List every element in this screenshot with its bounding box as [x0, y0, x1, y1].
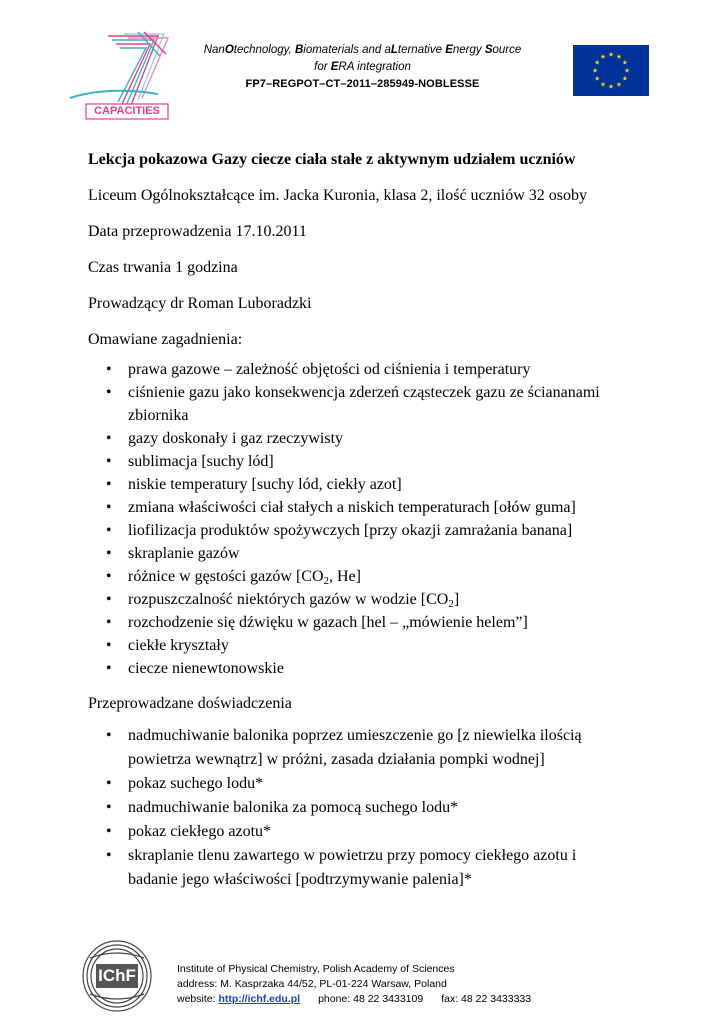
bullet-icon: •: [106, 361, 112, 378]
bullet-icon: •: [106, 384, 112, 401]
bullet-icon: •: [106, 545, 112, 562]
header-project-info: [190, 42, 535, 93]
bullet-icon: •: [106, 637, 112, 654]
ichf-logo-text: IChF: [98, 966, 136, 985]
experiments-heading: Przeprowadzane doświadczenia: [88, 695, 292, 712]
bullet-icon: •: [106, 430, 112, 447]
topics-list: [88, 358, 648, 680]
footer-address: address: M. Kasprzaka 44/52, PL-01-224 Warsaw, Poland: [177, 978, 447, 990]
list-item: • sublimacja [suchy lód]: [88, 450, 648, 473]
bullet-icon: •: [106, 727, 112, 744]
bullet-icon: •: [106, 568, 112, 585]
date-info: Data przeprowadzenia 17.10.2011: [88, 223, 307, 240]
topics-heading: Omawiane zagadnienia:: [88, 331, 243, 348]
fp7-logo-text: CAPACITIES: [94, 105, 160, 117]
eu-flag-icon: [573, 45, 649, 96]
list-item: • pokaz suchego lodu*: [88, 772, 648, 796]
list-item: • ciekłe kryształy: [88, 634, 648, 657]
list-item: • ciśnienie gazu jako konsekwencja zderzeń cząsteczek gazu ze ściananami: [88, 381, 648, 404]
document-title: Lekcja pokazowa Gazy ciecze ciała stałe z aktywnym udziałem uczniów: [88, 151, 576, 168]
bullet-icon: •: [106, 476, 112, 493]
list-item: • gazy doskonały i gaz rzeczywisty: [88, 427, 648, 450]
school-info: Liceum Ogólnokształcące im. Jacka Kuronia, klasa 2, ilość uczniów 32 osoby: [88, 187, 587, 204]
header-grant-number: FP7–REGPOT–CT–2011–285949-NOBLESSE: [245, 78, 480, 90]
teacher-info: Prowadzący dr Roman Luboradzki: [88, 295, 312, 312]
bullet-icon: •: [106, 799, 112, 816]
list-item: • skraplanie tlenu zawartego w powietrzu przy pomocy ciekłego azotu i: [88, 844, 648, 868]
ichf-logo: [80, 938, 154, 1014]
list-item: • liofilizacja produktów spożywczych [przy okazji zamrażania banana]: [88, 519, 648, 542]
duration-info: Czas trwania 1 godzina: [88, 259, 238, 276]
bullet-icon: •: [106, 823, 112, 840]
list-item-continuation: zbiornika: [128, 407, 189, 424]
list-item-continuation: badanie jego właściwości [podtrzymywanie palenia]*: [128, 871, 472, 888]
fp7-capacities-logo: [68, 28, 186, 122]
header-project-subtitle: for ERA integration: [314, 61, 411, 73]
footer-phone: phone: 48 22 3433109: [318, 993, 424, 1005]
bullet-icon: •: [106, 847, 112, 864]
list-item: • nadmuchiwanie balonika poprzez umieszczenie go [z niewielka ilością: [88, 724, 648, 748]
list-item: • pokaz ciekłego azotu*: [88, 820, 648, 844]
bullet-icon: •: [106, 591, 112, 608]
website-link[interactable]: http://ichf.edu.pl: [218, 993, 301, 1005]
list-item: • rozchodzenie się dźwięku w gazach [hel – „mówienie helem”]: [88, 611, 648, 634]
footer-contact: [177, 992, 597, 1007]
list-item: • skraplanie gazów: [88, 542, 648, 565]
bullet-icon: •: [106, 660, 112, 677]
bullet-icon: •: [106, 453, 112, 470]
list-item-continuation: powietrza wewnątrz] w próżni, zasada działania pompki wodnej]: [128, 751, 545, 768]
bullet-icon: •: [106, 614, 112, 631]
list-item: • rozpuszczalność niektórych gazów w wodzie $[CO_2]$: [88, 588, 648, 611]
list-item: • prawa gazowe – zależność objętości od ciśnienia i temperatury: [88, 358, 648, 381]
list-item: • ciecze nienewtonowskie: [88, 657, 648, 680]
footer: [177, 962, 597, 1007]
bullet-icon: •: [106, 499, 112, 516]
header-project-name: NanOtechnology, Biomaterials and aLternative Energy Source: [203, 44, 522, 56]
footer-website-label: website:: [177, 993, 219, 1005]
list-item: • zmiana właściwości ciał stałych a niskich temperaturach [ołów guma]: [88, 496, 648, 519]
bullet-icon: •: [106, 522, 112, 539]
bullet-icon: •: [106, 775, 112, 792]
list-item: • niskie temperatury [suchy lód, ciekły azot]: [88, 473, 648, 496]
document-body: [88, 150, 648, 892]
list-item: • różnice w gęstości gazów [$CO_2$, He]: [88, 565, 648, 588]
list-item: • nadmuchiwanie balonika za pomocą suchego lodu*: [88, 796, 648, 820]
footer-fax: fax: 48 22 3433333: [441, 993, 532, 1005]
experiments-list: [88, 724, 648, 892]
footer-institute: Institute of Physical Chemistry, Polish Academy of Sciences: [177, 963, 455, 975]
